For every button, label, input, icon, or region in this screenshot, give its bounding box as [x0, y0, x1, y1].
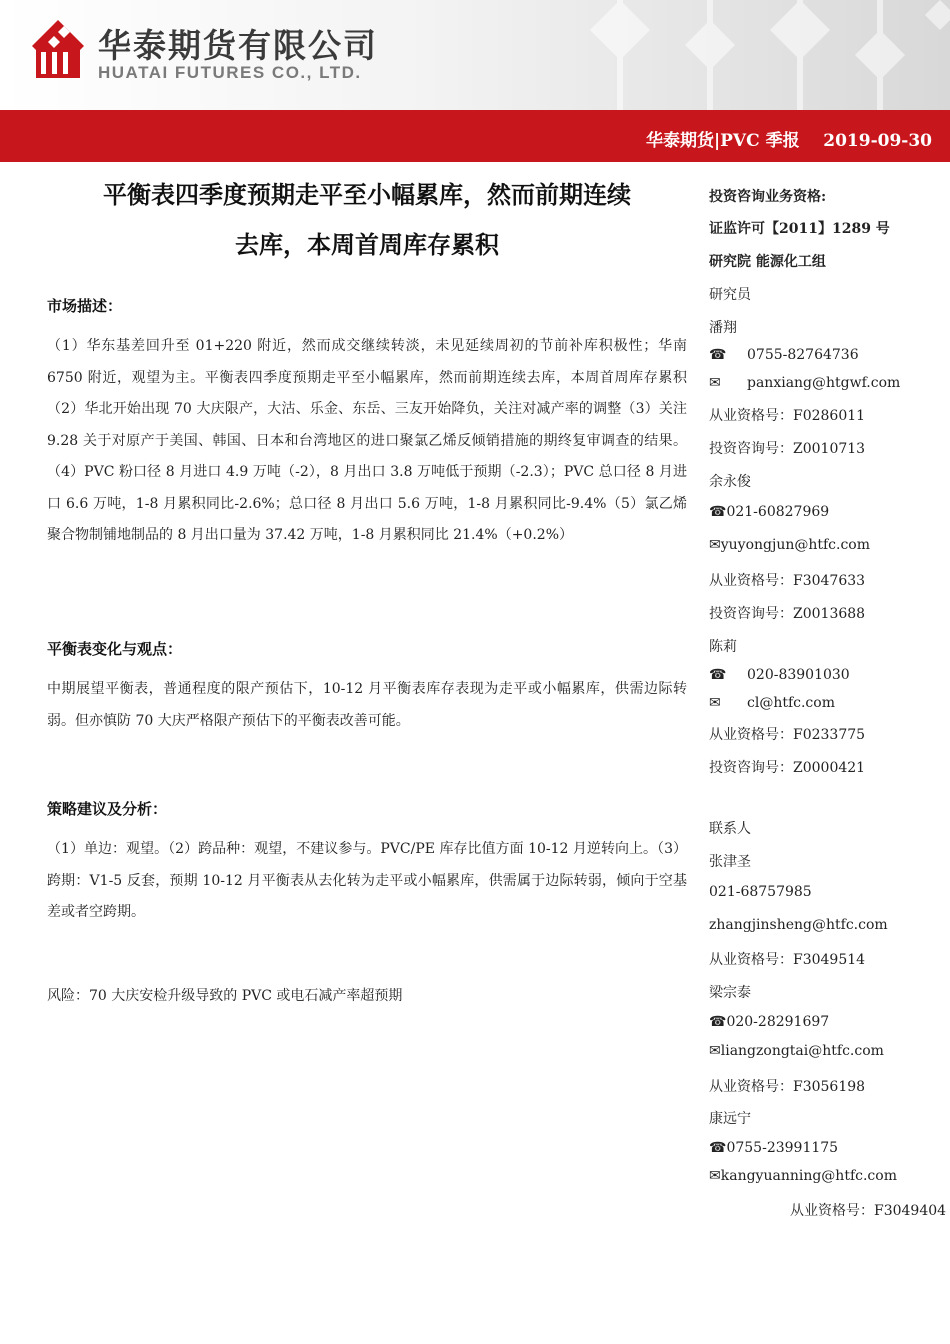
decorative-pattern [560, 0, 950, 110]
analyst-email-row [709, 375, 900, 391]
strategy-heading: 策略建议及分析： [47, 800, 168, 818]
contact-email-row [709, 1043, 884, 1059]
mail-icon: ✉ [709, 1043, 721, 1059]
analyst-name: 潘翔 [709, 320, 737, 336]
contact-phone-row [709, 1014, 829, 1030]
report-title-line2: 去库，本周首周库存累积 [235, 230, 499, 259]
contact-cert: 从业资格号：F3056198 [709, 1079, 866, 1095]
license-number: 证监许可【2011】1289 号 [709, 221, 890, 237]
mail-icon: ✉ [709, 537, 721, 553]
analyst-cert: 从业资格号：F0233775 [709, 727, 866, 743]
balance-body: 中期展望平衡表，普通程度的限产预估下，10-12 月平衡表库存表现为走平或小幅累库，供需边际转弱。但亦慎防 70 大庆严格限产预估下的平衡表改善可能。 [47, 681, 687, 729]
contact-name: 张津圣 [709, 854, 751, 870]
mail-icon: ✉ [709, 1168, 721, 1184]
phone-icon: ☎ [709, 504, 727, 520]
analyst-cert: 从业资格号：F3047633 [709, 573, 866, 589]
strategy-body: （1）单边：观望。（2）跨品种：观望，不建议参与。PVC/PE 库存比值方面 10-12 月逆转向上。（3）跨期：V1-5 反套，预期 10-12 月平衡表从去化转为走平或小幅累库，供需属于边际转弱，倾向于空基差或者空跨期。 [47, 841, 687, 920]
mail-icon: ✉ [709, 695, 721, 711]
analyst-phone: 0755-82764736 [747, 347, 859, 363]
analyst-cert: 从业资格号：F0286011 [709, 408, 866, 424]
phone-icon: ☎ [709, 667, 727, 683]
analyst-phone-row [709, 667, 850, 683]
analyst-consult: 投资咨询号：Z0013688 [709, 606, 866, 622]
phone-icon: ☎ [709, 1140, 727, 1156]
contact-phone: 020-28291697 [726, 1014, 830, 1030]
contact-name: 梁宗泰 [709, 985, 751, 1001]
company-logo [30, 18, 86, 82]
phone-icon: ☎ [709, 1014, 727, 1030]
company-name-en: HUATAI FUTURES CO., LTD. [98, 63, 362, 82]
market-body: （1）华东基差回升至 01+220 附近，然而成交继续转淡，未见延续周初的节前补库积极性；华南 6750 附近，观望为主。平衡表四季度预期走平至小幅累库，然而前期连续去库，本周首周库存累积（2）华北开始出现 70 大庆限产，大沽、乐金、东岳、三友开始降负，关注对减产率的调整（3）关注 9.28 关于对原产于美国、韩国、日本和台湾地区的进口聚氯乙烯反倾销措施的期终复审调查的结果。（4）PVC 粉口径 8 月进口 4.9 万吨（-2），8 月出口 3.8 万吨低于预期（-2.3）；PVC 总口径 8 月进口 6.6 万吨，1-8 月累积同比-2.6%；总口径 8 月出口 5.6 万吨，1-8 月累积同比-9.4%（5）氯乙烯聚合物制铺地制品的 8 月出口量为 37.42 万吨，1-8 月累积同比 21.4%（+0.2%） [47, 338, 687, 543]
analyst-phone-row [709, 347, 859, 363]
contact-cert: 从业资格号：F3049404 [790, 1203, 947, 1219]
report-banner [0, 110, 950, 162]
contact-phone: 0755-23991175 [726, 1140, 839, 1156]
analyst-name: 陈莉 [709, 639, 737, 655]
report-title-line1: 平衡表四季度预期走平至小幅累库，然而前期连续 [103, 180, 631, 209]
page-header [0, 0, 950, 110]
analyst-phone-row [709, 504, 829, 520]
analyst-email-row [709, 695, 835, 711]
analyst-consult: 投资咨询号：Z0000421 [709, 760, 866, 776]
analyst-email[interactable]: yuyongjun@htfc.com [720, 537, 871, 553]
contact-label: 联系人 [709, 821, 751, 837]
market-heading: 市场描述： [47, 297, 123, 315]
contact-email[interactable]: kangyuanning@htfc.com [720, 1168, 897, 1184]
contact-email-row [709, 1168, 897, 1184]
balance-heading: 平衡表变化与观点： [47, 640, 183, 658]
contact-email[interactable]: zhangjinsheng@htfc.com [709, 917, 888, 933]
analyst-phone: 021-60827969 [726, 504, 830, 520]
analyst-consult: 投资咨询号：Z0010713 [709, 441, 866, 457]
risk-note: 风险：70 大庆安检升级导致的 PVC 或电石减产率超预期 [47, 988, 403, 1004]
qual-heading: 投资咨询业务资格: [709, 189, 827, 205]
contact-email[interactable]: liangzongtai@htfc.com [720, 1043, 884, 1059]
report-title-block [47, 170, 687, 270]
contact-phone: 021-68757985 [709, 884, 812, 900]
analyst-email[interactable]: panxiang@htgwf.com [747, 375, 901, 391]
contact-phone-row [709, 1140, 838, 1156]
researcher-label: 研究员 [709, 287, 751, 303]
analyst-email[interactable]: cl@htfc.com [747, 695, 835, 711]
contact-name: 康远宁 [709, 1111, 751, 1127]
institute-name: 研究院 能源化工组 [709, 254, 826, 270]
report-banner-text: 华泰期货|PVC 季报 2019-09-30 [645, 131, 932, 151]
contact-cert: 从业资格号：F3049514 [709, 952, 866, 968]
phone-icon: ☎ [709, 347, 727, 363]
analyst-email-row [709, 537, 870, 553]
mail-icon: ✉ [709, 375, 721, 391]
analyst-phone: 020-83901030 [747, 667, 850, 683]
company-name-cn: 华泰期货有限公司 [98, 26, 378, 65]
analyst-name: 余永俊 [709, 474, 751, 490]
